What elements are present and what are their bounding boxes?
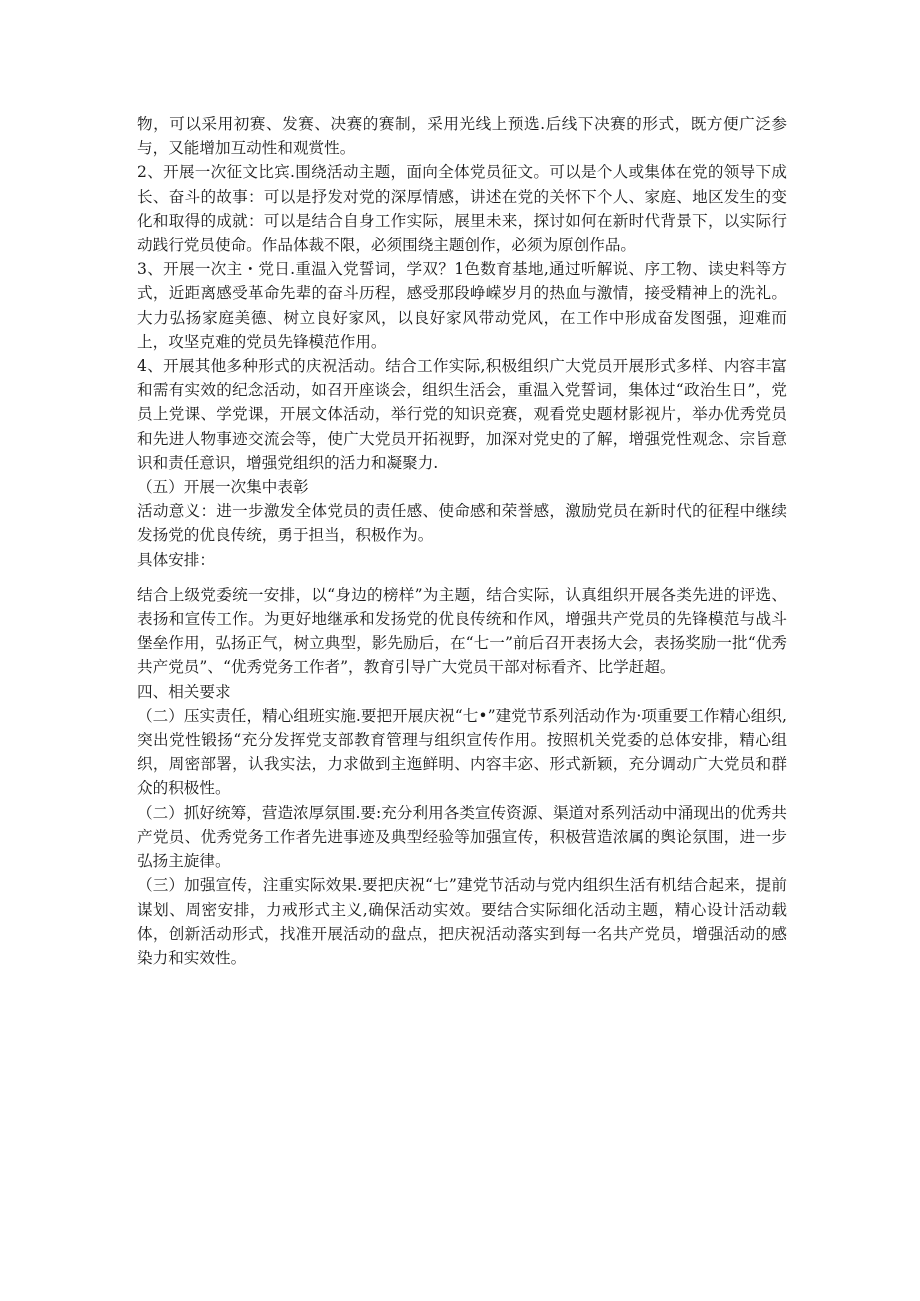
paragraph-essay-contest: 2、开展一次征文比宾.围绕活动主题，面向全体党员征文。可以是个人或集体在党的领导下成长、奋斗的故事：可以是抒发对党的深厚情感，讲述在党的关怀下个人、家庭、地区发生的变化和取得的成就：可以是结合自身工作实际，展里未来，探讨如何在新时代背景下，以实际行动践行党员使命。作品体裁不限，必须围绕主题创作，必须为原创作品。	[137, 163, 787, 255]
paragraph-other-activities: 4、开展其他多种形式的庆祝活动。结合工作实际,积极组织广大党员开展形式多样、内容丰富和需有实效的纪念活动，如召开座谈会，组织生活会，重温入党誓词，集体过“政治生日”，党员上党课、学党课，开展文体活动，举行党的知识竞赛，观看党史题材影视片，举办优秀党员和先进人物事迹交流会等，使广大党员开拓视野，加深对党史的了解，增强党性观念、宗旨意识和责任意识，增强党组织的活力和凝聚力.	[137, 357, 787, 472]
paragraph-party-day: 3、开展一次主・党日.重温入党誓词，学双？1色数育基地,通过听解说、序工物、读史料等方式，近距离感受革命先辈的奋斗历程，感受那段峥嵘岁月的热血与激情，接受精神上的洗礼。大力弘扬家庭美德、树立良好家风，以良好家风带动党风，在工作中形成奋发图强，迎难而上，攻坚克难的党员先锋模范作用。	[137, 260, 787, 351]
paragraph-contest-format: 物，可以采用初赛、发赛、决赛的赛制，采用光线上预选.后线下决赛的形式，既方便广泛参与，又能增加互动性和观赏性。	[137, 115, 787, 158]
paragraph-requirement-coordination: （二）抓好统筹，营造浓厚氛围.要:充分利用各类宣传资源、渠道对系列活动中涌现出的优秀共产党员、优秀党务工作者先进事迹及典型经验等加强宣传，积极营造浓属的舆论氛围，进一步弘扬主旋律。	[137, 803, 787, 871]
paragraph-requirement-responsibility: （二）压实责任，精心组班实施.要把开展庆祝“七•”建党节系列活动作为·项重要工作精心组织,突出党性锻扬“充分发挥党支部教育管理与组织宣传作用。按照机关党委的总体安排，精心组织，周密部署，认我实法，力求做到主迤鲜明、内容丰宓、形式新颖，充分调动广大党员和群众的积极性。	[137, 706, 787, 798]
section-heading-commendation: （五）开展一次集中表彰	[137, 478, 309, 497]
paragraph-requirement-publicity: （三）加强宣传，注重实际效果.要把庆祝“七”建党节活动与党内组织生活有机结合起来，提前谋划、周密安排，力戒形式主义,确保活动实效。要结合实际细化活动主题，精心设计活动载体，创新活动形式，找准开展活动的盘点，把庆祝活动落实到每一名共产党员，增强活动的感染力和实效性。	[137, 876, 787, 967]
paragraph-arrangement-label: 具体安排：	[137, 550, 215, 569]
paragraph-activity-significance: 活动意义：进一步激发全体党员的责任感、使命感和荣誉感，激励党员在新时代的征程中继续发扬党的优良传统，勇于担当，积极作为。	[137, 502, 787, 545]
paragraph-arrangement-details: 结合上级党委统一安排，以“身边的榜样”为主题，结合实际，认真组织开展各类先进的评选、表扬和宣传工作。为更好地继承和发扬党的优良传统和作风，增强共产党员的先锋模范与战斗堡垒作用，弘扬正气，树立典型，影先励后，在“七一”前后召开表扬大会，表扬奖励一批“优秀共产党员”、“优秀党务工作者”，教育引导广大党员干部对标看齐、比学赶超。	[137, 585, 787, 677]
section-heading-requirements: 四、相关要求	[137, 682, 231, 701]
document-body	[137, 112, 787, 970]
